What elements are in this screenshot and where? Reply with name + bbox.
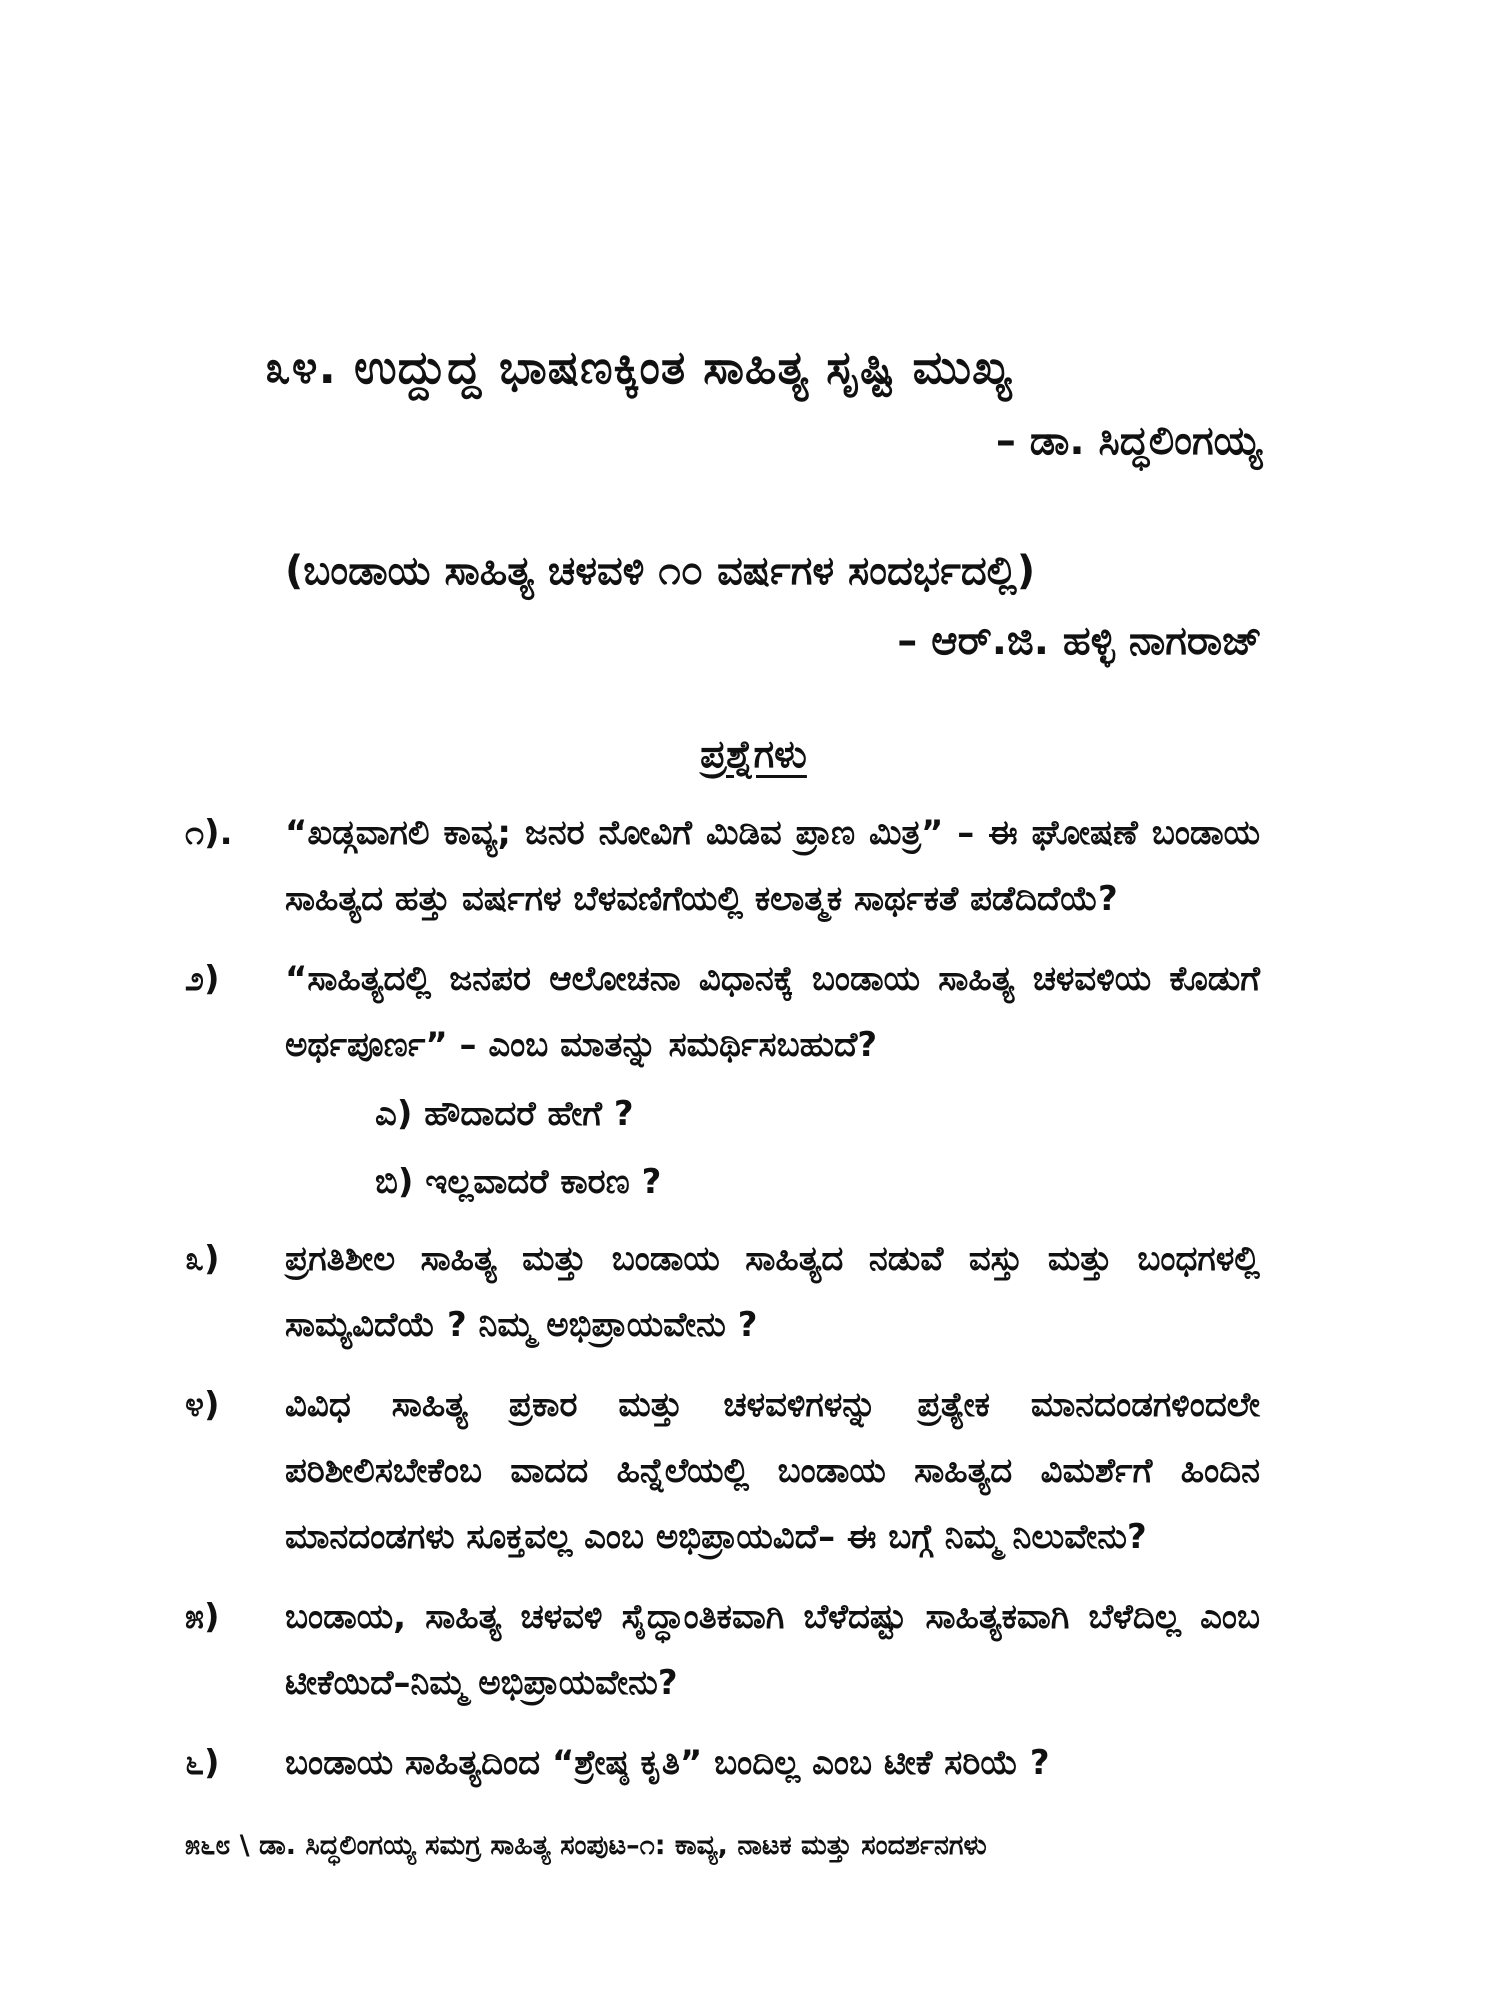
chapter-author: – ಡಾ. ಸಿದ್ಧಲಿಂಗಯ್ಯ [995, 418, 1262, 464]
question-item [185, 1372, 1260, 1570]
question-number: ೫) [185, 1597, 220, 1637]
question-number: ೧). [185, 813, 233, 853]
question-text: “ಖಡ್ಗವಾಗಲಿ ಕಾವ್ಯ; ಜನರ ನೋವಿಗೆ ಮಿಡಿವ ಪ್ರಾಣ ಮಿತ್ರ” – ಈ ಘೋಷಣೆ ಬಂಡಾಯ ಸಾಹಿತ್ಯದ ಹತ್ತು ವರ್ಷಗಳ ಬೆಳವಣಿಗೆಯಲ್ಲಿ ಕಲಾತ್ಮಕ ಸಾರ್ಥಕತೆ ಪಡೆದಿದೆಯೆ? [285, 813, 1260, 919]
question-options [375, 1080, 1260, 1216]
question-option: ಎ) ಹೌದಾದರೆ ಹೇಗೆ ? [375, 1094, 634, 1134]
questions-heading: ಪ್ರಶ್ನೆಗಳು [700, 732, 807, 776]
interviewer-name: – ಆರ್.ಜಿ. ಹಳ್ಳಿ ನಾಗರಾಜ್ [897, 618, 1262, 664]
chapter-subtitle: (ಬಂಡಾಯ ಸಾಹಿತ್ಯ ಚಳವಳಿ ೧೦ ವರ್ಷಗಳ ಸಂದರ್ಭದಲ್ಲಿ) [285, 548, 1036, 594]
question-text: “ಸಾಹಿತ್ಯದಲ್ಲಿ ಜನಪರ ಆಲೋಚನಾ ವಿಧಾನಕ್ಕೆ ಬಂಡಾಯ ಸಾಹಿತ್ಯ ಚಳವಳಿಯ ಕೊಡುಗೆ ಅರ್ಥಪೂರ್ಣ” – ಎಂಬ ಮಾತನ್ನು ಸಮರ್ಥಿಸಬಹುದೆ? [285, 959, 1260, 1065]
question-option: ಬಿ) ಇಲ್ಲವಾದರೆ ಕಾರಣ ? [375, 1162, 662, 1202]
question-text: ಬಂಡಾಯ ಸಾಹಿತ್ಯದಿಂದ “ಶ್ರೇಷ್ಠ ಕೃತಿ” ಬಂದಿಲ್ಲ ಎಂಬ ಟೀಕೆ ಸರಿಯೆ ? [285, 1743, 1050, 1783]
chapter-title: ೩೪. ಉದ್ದುದ್ದ ಭಾಷಣಕ್ಕಿಂತ ಸಾಹಿತ್ಯ ಸೃಷ್ಟಿ ಮುಖ್ಯ [265, 340, 1013, 394]
page-footer: ೫೬೮ \ ಡಾ. ಸಿದ್ಧಲಿಂಗಯ್ಯ ಸಮಗ್ರ ಸಾಹಿತ್ಯ ಸಂಪುಟ–೧: ಕಾವ್ಯ, ನಾಟಕ ಮತ್ತು ಸಂದರ್ಶನಗಳು [185, 1830, 987, 1861]
question-item [185, 800, 1260, 932]
question-number: ೩) [185, 1239, 220, 1279]
question-item [185, 1584, 1260, 1716]
question-item [185, 1226, 1260, 1358]
question-text: ಬಂಡಾಯ, ಸಾಹಿತ್ಯ ಚಳವಳಿ ಸೈದ್ಧಾಂತಿಕವಾಗಿ ಬೆಳೆದಷ್ಟು ಸಾಹಿತ್ಯಕವಾಗಿ ಬೆಳೆದಿಲ್ಲ ಎಂಬ ಟೀಕೆಯಿದೆ–ನಿಮ್ಮ ಅಭಿಪ್ರಾಯವೇನು? [285, 1597, 1260, 1703]
questions-list [185, 800, 1260, 1810]
question-text: ಪ್ರಗತಿಶೀಲ ಸಾಹಿತ್ಯ ಮತ್ತು ಬಂಡಾಯ ಸಾಹಿತ್ಯದ ನಡುವೆ ವಸ್ತು ಮತ್ತು ಬಂಧಗಳಲ್ಲಿ ಸಾಮ್ಯವಿದೆಯೆ ? ನಿಮ್ಮ ಅಭಿಪ್ರಾಯವೇನು ? [285, 1239, 1260, 1345]
question-number: ೨) [185, 959, 220, 999]
question-text: ವಿವಿಧ ಸಾಹಿತ್ಯ ಪ್ರಕಾರ ಮತ್ತು ಚಳವಳಿಗಳನ್ನು ಪ್ರತ್ಯೇಕ ಮಾನದಂಡಗಳಿಂದಲೇ ಪರಿಶೀಲಿಸಬೇಕೆಂಬ ವಾದದ ಹಿನ್ನೆಲೆಯಲ್ಲಿ ಬಂಡಾಯ ಸಾಹಿತ್ಯದ ವಿಮರ್ಶೆಗೆ ಹಿಂದಿನ ಮಾನದಂಡಗಳು ಸೂಕ್ತವಲ್ಲ ಎಂಬ ಅಭಿಪ್ರಾಯವಿದೆ– ಈ ಬಗ್ಗೆ ನಿಮ್ಮ ನಿಲುವೇನು? [285, 1385, 1260, 1557]
question-number: ೪) [185, 1385, 220, 1425]
question-item [185, 1730, 1260, 1796]
question-item [185, 946, 1260, 1078]
question-number: ೬) [185, 1743, 220, 1783]
